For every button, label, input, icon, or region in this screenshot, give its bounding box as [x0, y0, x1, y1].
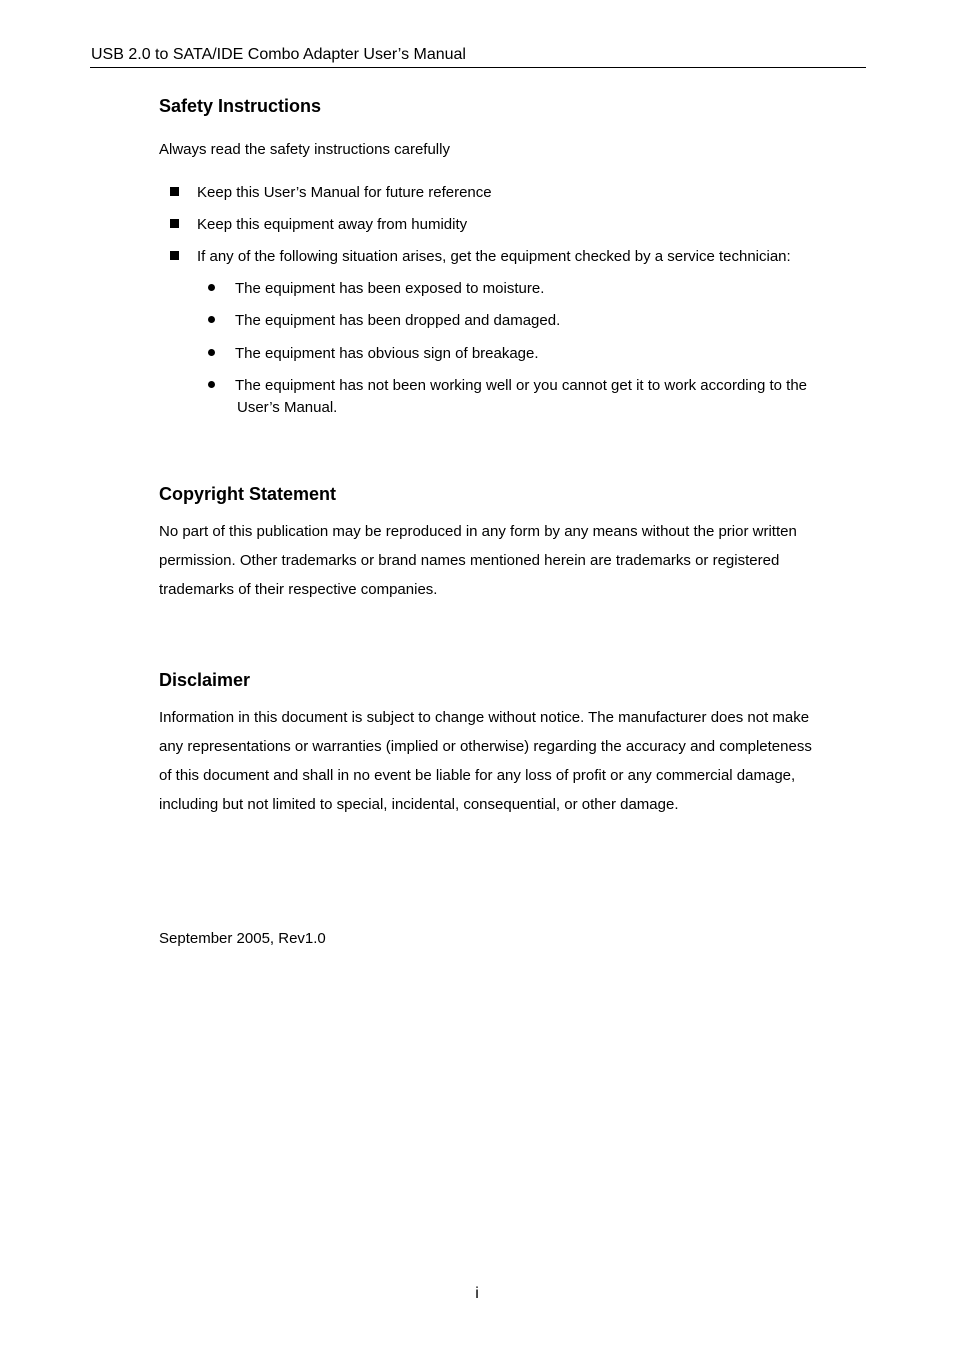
- round-bullet-icon: [208, 284, 215, 291]
- disclaimer-paragraph: [159, 703, 865, 819]
- disclaimer-line-4: including but not limited to special, incidental, consequential, or other damage.: [159, 796, 679, 813]
- safety-subitem-4-line-2: User’s Manual.: [237, 399, 338, 416]
- disclaimer-line-1: Information in this document is subject to change without notice. The manufacturer does not make: [159, 709, 810, 726]
- safety-subitem-1: The equipment has been exposed to moisture.: [235, 280, 545, 297]
- square-bullet-icon: [170, 219, 179, 228]
- safety-intro: Always read the safety instructions carefully: [159, 141, 450, 158]
- safety-subitem-4: [235, 375, 865, 419]
- square-bullet-icon: [170, 187, 179, 196]
- round-bullet-icon: [208, 316, 215, 323]
- safety-item-3: If any of the following situation arises, get the equipment checked by a service technician:: [197, 248, 791, 265]
- disclaimer-line-2: any representations or warranties (implied or otherwise) regarding the accuracy and completeness: [159, 738, 812, 755]
- safety-item-2: Keep this equipment away from humidity: [197, 216, 468, 233]
- round-bullet-icon: [208, 381, 215, 388]
- copyright-line-2: permission. Other trademarks or brand names mentioned herein are trademarks or registered: [159, 552, 780, 569]
- safety-subitem-2: The equipment has been dropped and damaged.: [235, 312, 561, 329]
- header-title: USB 2.0 to SATA/IDE Combo Adapter User’s Manual: [91, 46, 466, 63]
- square-bullet-icon: [170, 251, 179, 260]
- revision-text: September 2005, Rev1.0: [159, 930, 326, 947]
- copyright-line-3: trademarks of their respective companies.: [159, 581, 438, 598]
- copyright-line-1: No part of this publication may be reproduced in any form by any means without the prior written: [159, 523, 797, 540]
- copyright-heading: Copyright Statement: [159, 484, 337, 504]
- safety-subitem-4-line-1: The equipment has not been working well or you cannot get it to work according to the: [235, 377, 807, 394]
- safety-item-1: Keep this User’s Manual for future reference: [197, 184, 492, 201]
- page-number: i: [475, 1285, 479, 1302]
- disclaimer-heading: Disclaimer: [159, 670, 251, 690]
- page-header: [90, 44, 866, 68]
- safety-subitem-3: The equipment has obvious sign of breakage.: [235, 345, 539, 362]
- safety-heading: Safety Instructions: [159, 96, 322, 116]
- round-bullet-icon: [208, 349, 215, 356]
- disclaimer-line-3: of this document and shall in no event be liable for any loss of profit or any commercial damage,: [159, 767, 796, 784]
- copyright-paragraph: [159, 517, 865, 604]
